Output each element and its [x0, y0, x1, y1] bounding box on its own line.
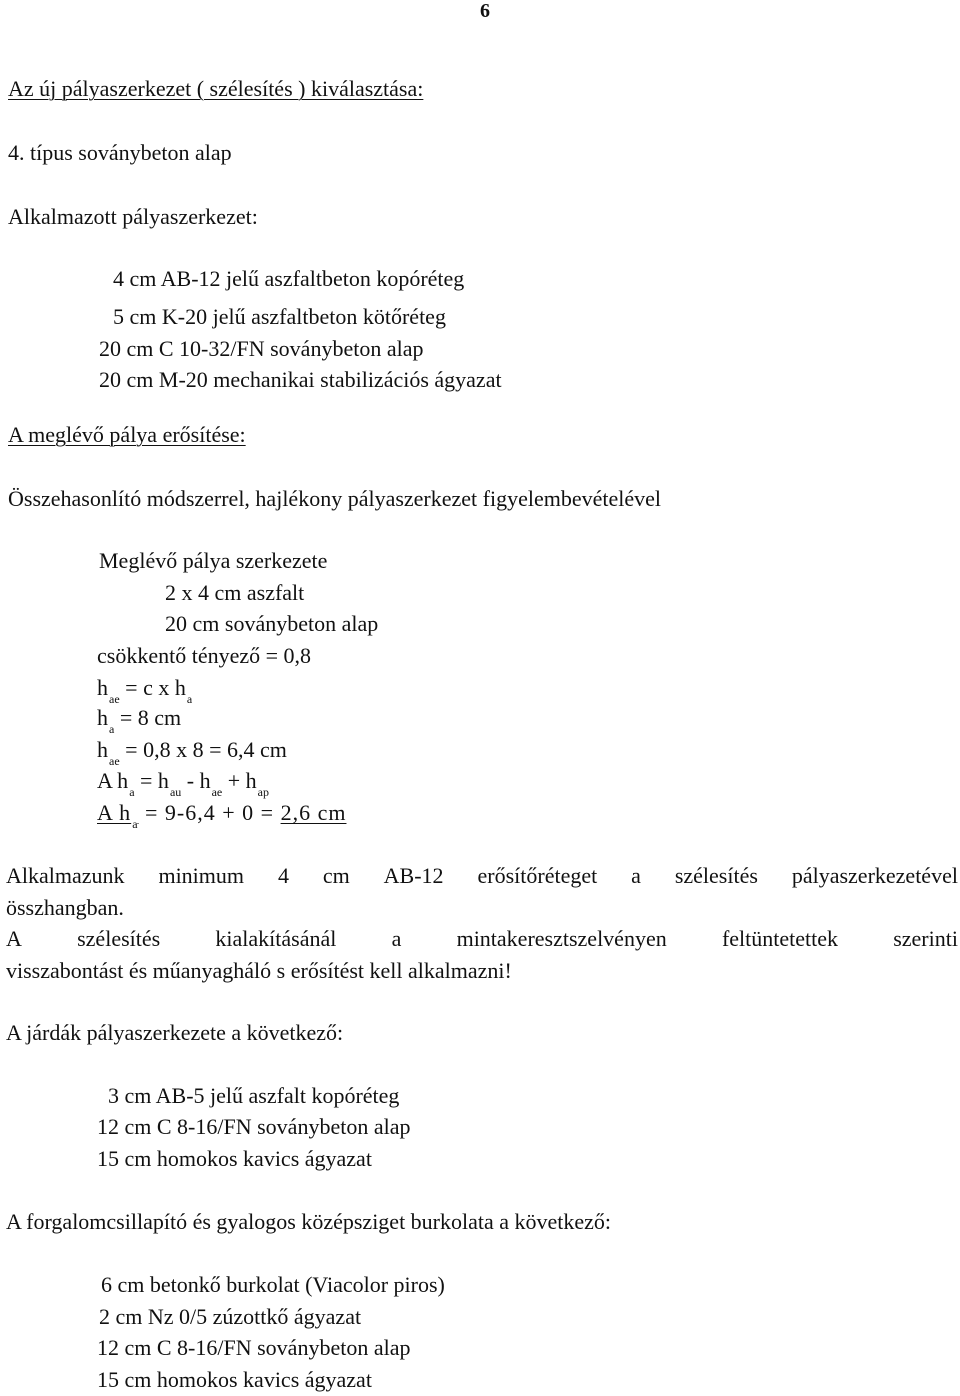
- paragraph-minimum-tail: összhangban.: [6, 895, 124, 920]
- paragraph-widening-line: A szélesítés kialakításánál a mintakeresztszelvényen feltüntetettek szerinti: [6, 926, 958, 951]
- page-number: 6: [480, 0, 490, 22]
- paragraph-minimum-line: Alkalmazunk minimum 4 cm AB-12 erősítőréteget a szélesítés pályaszerkezetével: [6, 863, 958, 888]
- sidewalk-layer: 15 cm homokos kavics ágyazat: [97, 1146, 372, 1171]
- island-layer: 2 cm Nz 0/5 zúzottkő ágyazat: [99, 1304, 362, 1329]
- sidewalk-layer: 3 cm AB-5 jelű aszfalt kopóréteg: [108, 1083, 400, 1108]
- existing-layer: 2 x 4 cm aszfalt: [165, 580, 305, 605]
- island-layer: 6 cm betonkő burkolat (Viacolor piros): [101, 1272, 445, 1297]
- sidewalk-layer: 12 cm C 8-16/FN soványbeton alap: [97, 1114, 411, 1139]
- section-heading-new-structure: Az új pályaszerkezet ( szélesítés ) kiválasztása:: [8, 76, 424, 101]
- layer-item: 5 cm K-20 jelű aszfaltbeton kötőréteg: [113, 304, 446, 329]
- structure-type: 4. típus soványbeton alap: [8, 140, 232, 165]
- paragraph-widening-tail: visszabontást és műanyagháló s erősítést kell alkalmazni!: [6, 958, 512, 983]
- layer-item: 4 cm AB-12 jelű aszfaltbeton kopóréteg: [113, 266, 465, 291]
- island-layer: 12 cm C 8-16/FN soványbeton alap: [97, 1335, 411, 1360]
- formula-hae: $h_{ae} = c$ x $h_a$: [97, 675, 193, 706]
- layer-item: 20 cm M-20 mechanikai stabilizációs ágyazat: [99, 367, 502, 392]
- reduction-factor: csökkentő tényező = 0,8: [97, 643, 312, 668]
- existing-layer: 20 cm soványbeton alap: [165, 611, 379, 636]
- method-text: Összehasonlító módszerrel, hajlékony pályaszerkezet figyelembevételével: [8, 486, 662, 511]
- formula-hae-value: $h_{ae} = 0,8$ x 8 = 6,4 cm: [97, 737, 287, 768]
- existing-structure-title: Meglévő pálya szerkezete: [99, 548, 328, 573]
- sidewalk-heading: A járdák pályaszerkezete a következő:: [6, 1020, 344, 1045]
- applied-structure-label: Alkalmazott pályaszerkezet:: [8, 204, 258, 229]
- formula-result: A $h_a = 9-6,4 + 0 = 2,6$ cm: [97, 800, 347, 831]
- formula-ha: $h_a = 8$ cm: [97, 705, 182, 736]
- section-heading-reinforcement: A meglévő pálya erősítése:: [8, 422, 246, 447]
- formula-delta-ha: A $h_a = h_{au} - h_{ae} + h_{ap}$: [97, 768, 269, 799]
- island-layer: 15 cm homokos kavics ágyazat: [97, 1367, 372, 1392]
- traffic-island-heading: A forgalomcsillapító és gyalogos középsziget burkolata a következő:: [6, 1209, 612, 1234]
- layer-item: 20 cm C 10-32/FN soványbeton alap: [99, 336, 424, 361]
